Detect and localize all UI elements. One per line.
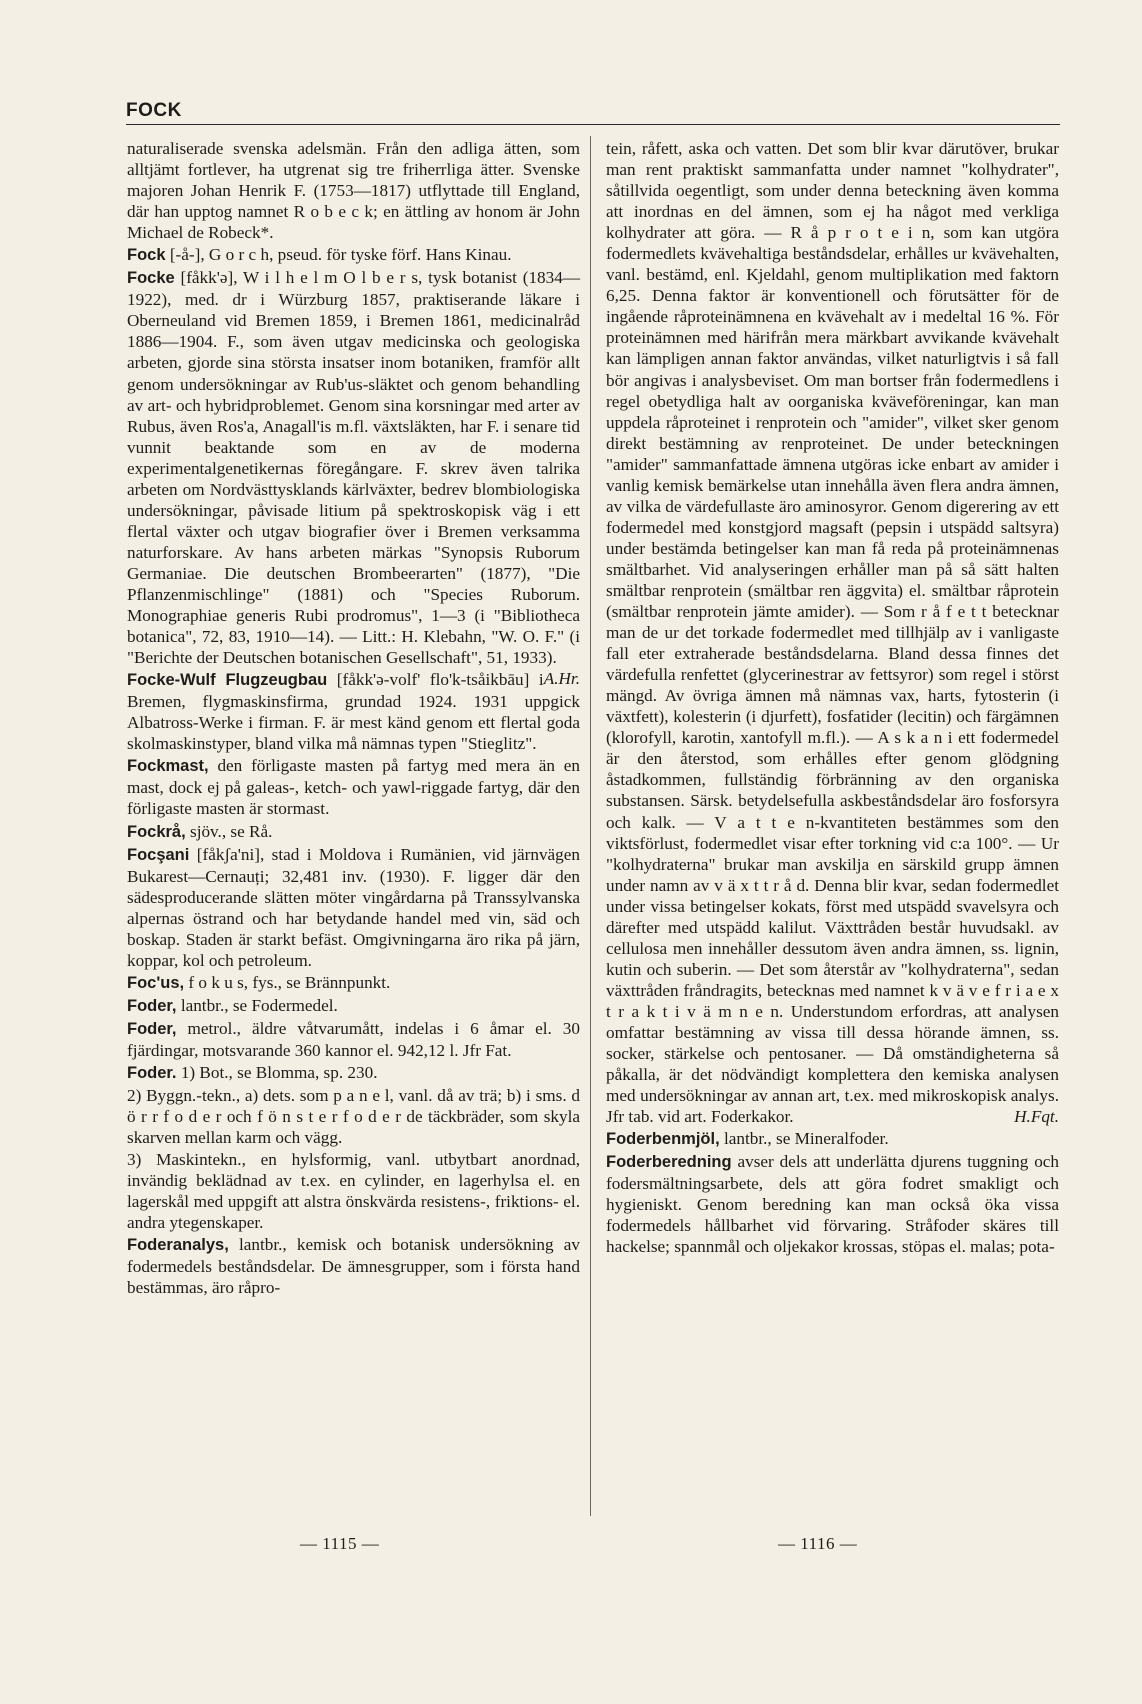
entry-headword: Focşani [127,845,190,864]
entry-text: [-å-], G o r c h, pseud. för tyske förf. Hans Kinau. [169,245,512,265]
entry-text: lantbr., se Fodermedel. [180,995,338,1015]
entry-text: 1) Bot., se Blomma, sp. 230. [180,1063,378,1083]
entry-text: [fåkk'ə], W i l h e l m O l b e r s, tysk botanist (1834—1922), med. dr i Würzburg 1857, praktiserande läkare i Oberneuland vid Bremen 1859, i Bremen 1861, medicinalråd 1886—1904. F., som även utgav medicinska och geologiska arbeten, gjorde sina största insatser inom botaniken, framför allt genom undersökningar av Rub'us-släktet och genom behandling av art- och hybridproblemet. Genom sina korsningar med arter av Rubus, även Ros'a, Anagall'is m.fl. växtsläkten, har F. i senare tid vunnit beaktande som en av de moderna experimentalgenetikernas föregångare. F. skrev även talrika arbeten om Nordvästtysklands kärlväxter, bedrev blombiologiska undersökningar, påvisade litium på spektroskopisk väg i ett flertal växter och utgav biografier över i Bremen verksamma naturforskare. Av hans arbeten märkas "Synopsis Ruborum Germaniae. Die deutschen Brombeerarten" (1877), "Die Pflanzenmischlinge" (1881) och "Species Ruborum. Monographiae generis Rubi prodromus", 1—3 (i "Bibliotheca botanica", 72, 83, 1910—14). — Litt.: H. Klebahn, "W. O. F." (i "Berichte der Deutschen botanischen Gesellschaft", 51, 1933). [127,268,581,668]
entry-text: 2) Byggn.-tekn., a) dets. som p a n e l, vanl. då av trä; b) i sms. d ö r r f o d e r och f ö n s t e r f o d e r de täckbräder, som skyla skarven mellan karm och vägg. [127,1086,580,1148]
dictionary-entry [127,1062,580,1084]
entry-headword: Fock [127,246,166,265]
entry-headword: Foderbenmjöl, [606,1130,720,1149]
entry-headword: Focke [127,269,175,288]
entry-headword: Foderanalys, [127,1236,229,1255]
dictionary-entry [127,972,580,994]
entry-headword: Foder, [127,1019,177,1038]
right-column [606,138,1059,1257]
header-title: FOCK [126,100,182,121]
column-divider [590,136,591,1516]
dictionary-entry [127,1085,580,1148]
entry-text: 3) Maskintekn., en hylsformig, vanl. utbytbart anordnad, invändig beklädnad av t.ex. en cylinder, en lagerhylsa el. en lagerskål med uppgift att alstra önskvärda resistens-, friktions- el. andra ytegenskaper. [127,1150,580,1233]
entry-headword: Fockrå, [127,822,186,841]
running-header [126,100,1060,125]
dictionary-entry [127,1149,580,1233]
entry-text: sjöv., se Rå. [190,821,273,841]
dictionary-entry [127,669,580,754]
left-column [127,138,580,1299]
dictionary-entry [606,1151,1059,1257]
dictionary-entry [127,1234,580,1298]
entry-signature: H.Fqt. [1014,1107,1059,1127]
dictionary-entry [127,844,580,971]
page-number-left: — 1115 — [300,1534,380,1553]
entry-text: naturaliserade svenska adelsmän. Från den adliga ätten, som alltjämt fortlever, ha utgrenat sig tre friherrliga ätter. Svenske majoren Johan Henrik F. (1753—1817) utflyttade till England, där han upptog namnet R o b e c k; en ättling av honom är John Michael de Robeck*. [127,139,580,243]
entry-text: tein, råfett, aska och vatten. Det som blir kvar därutöver, brukar man rent praktiskt sammanfatta under namnet "kolhydrater", såtillvida oegentligt, som under denna beteckning även komma att inordnas en del ämnen, som ej ha något med verkliga kolhydrater att göra. — R å p r o t e i n, som kan utgöra fodermedlets kvävehaltiga beståndsdelar, erhålles ur kvävehalten, vanl. bestämd, enl. Kjeldahl, genom multiplikation med faktorn 6,25. Denna faktor är konventionell och förutsätter för de ingående råproteinämnena en kvävehalt av i medeltal 16 %. För proteinämnen med härifrån mera märkbart avvikande kvävehalt kan lämpligen annan faktor användas, vilket naturligtvis i så fall bör angivas i analysbeviset. Om man bortser från fodermedlens i regel obetydliga halt av oorganiska kväveföreningar, kan man uppdela råproteinet i renprotein och "amider", vilket sker genom direkt bestämning av renproteinet. De under beteckningen "amider" sammanfattade ämnena utgöras icke enbart av amider i vanlig kemisk bemärkelse utan innehålla även flera andra ämnen, av vilka de värdefullaste äro aminosyror. Genom digerering av ett fodermedel med konstgjord magsaft (pepsin i utspädd saltsyra) under bestämda betingelser kan man få reda på proteinämnenas smältbarhet. Vid analyseringen erhåller man på så sätt halten smältbar renprotein (smältbar ren äggvita) el. smältbar råprotein (smältbar renprotein jämte amider). — Som r å f e t t betecknar man de ur det torkade fodermedlet med tillhjälp av i vanligaste fall eter extraherade beståndsdelarna. Bland dessa finnes det värdefulla renfettet (glycerinestrar av fettsyror) som regel i störst mängd. Av övriga ämnen må nämnas vax, harts, fytosterin (i växtfett), kolesterin (i djurfett), fosfatider (lecitin) och färgämnen (klorofyll, karotin, xantofyll m.fl.). — A s k a n i ett fodermedel är den återstod, som erhålles efter genom glödgning åstadkommen, fullständig förbränning av den organiska substansen. Särsk. betydelsefulla askbeståndsdelar äro fosforsyra och kalk. — V a t t e n-kvantiteten bestämmes som den viktsförlust, fodermedlet visar efter torkning vid c:a 100°. — Ur "kolhydraterna" brukar man avskilja en särskild grupp ämnen under namn av v ä x t t r å d. Denna blir kvar, sedan fodermedlet under vissa betingelser kokats, först med utspädd svavelsyra och därefter med utspädd kalilut. Växttråden består huvudsakl. av cellulosa men innehåller dessutom även andra ämnen, ss. lignin, kutin och suberin. — Det som återstår av "kolhydraterna", sedan växttråden fråndragits, betecknas med namnet k v ä v e f r i a e x t r a k t i v ä m n e n. Understundom erfordras, att analysen omfattar bestämning av vissa till dessa hörande ämnen, ss. socker, stärkelse och pentosaner. — Då omständigheterna så påkalla, är det nödvändigt komplettera den kemiska analysen med undersökningar av annan art, t.ex. med mikroskopisk analys. Jfr tab. vid art. Foderkakor. [606,139,1059,1127]
page-number-right: — 1116 — [778,1534,858,1553]
entry-text: [fåkk'ə-volf' flo'k-tsåikbāu] i Bremen, flygmaskinsfirma, grundad 1924. 1931 uppgick Albatross-Werke i firman. F. är mest känd genom ett flertal goda skolmaskinstyper, bland vilka må nämnas typen "Stieglitz". [127,670,580,754]
entry-headword: Foc'us, [127,973,185,992]
entry-text: metrol., äldre våtvarumått, indelas i 6 åmar el. 30 fjärdingar, motsvarande 360 kannor el. 942,12 l. Jfr Fat. [127,1018,580,1060]
dictionary-entry [127,755,580,819]
dictionary-entry [127,244,580,266]
entry-text: avser dels att underlätta djurens tuggning och fodersmältningsarbete, dels att göra fodret smakligt och hygieniskt. Genom beredning kan man också öka vissa fodermedels hållbarhet vid förvaring. Stråfoder skäres till hackelse; spannmål och oljekakor krossas, stöpas el. malas; pota- [606,1152,1060,1257]
entry-headword: Foder, [127,996,177,1015]
dictionary-entry [606,1128,1059,1150]
entry-text: f o k u s, fys., se Brännpunkt. [188,972,391,992]
entry-text: lantbr., kemisk och botanisk undersökning av fodermedels beståndsdelar. De ämnesgrupper, som i första hand bestämmas, äro råpro- [127,1235,581,1298]
entry-signature: A.Hr. [543,669,580,689]
entry-text: [fåkʃa'ni], stad i Moldova i Rumänien, vid järnvägen Bukarest—Cernauți; 32,481 inv. (1930). F. ligger där den sädesproducerande slätten möter vingårdarna på Transsylvanska alpernas östrand och har betydande handel med vin, säd och boskap. Staden är starkt befäst. Omgivningarna äro rika på järn, koppar, kol och petroleum. [127,844,580,970]
entry-text: lantbr., se Mineralfoder. [723,1129,889,1149]
entry-headword: Fockmast, [127,757,209,776]
dictionary-entry [127,1018,580,1061]
dictionary-entry [606,138,1059,1127]
dictionary-entry [127,995,580,1017]
dictionary-entry [127,821,580,843]
entry-headword: Focke-Wulf Flugzeugbau [127,671,328,690]
dictionary-entry [127,138,580,243]
entry-headword: Foderberedning [606,1153,732,1172]
entry-text: den förligaste masten på fartyg med mera än en mast, dock ej på galeas-, ketch- och yawl-riggade fartyg, där den förligaste masten är stormast. [127,756,580,819]
entry-headword: Foder. [127,1064,177,1083]
